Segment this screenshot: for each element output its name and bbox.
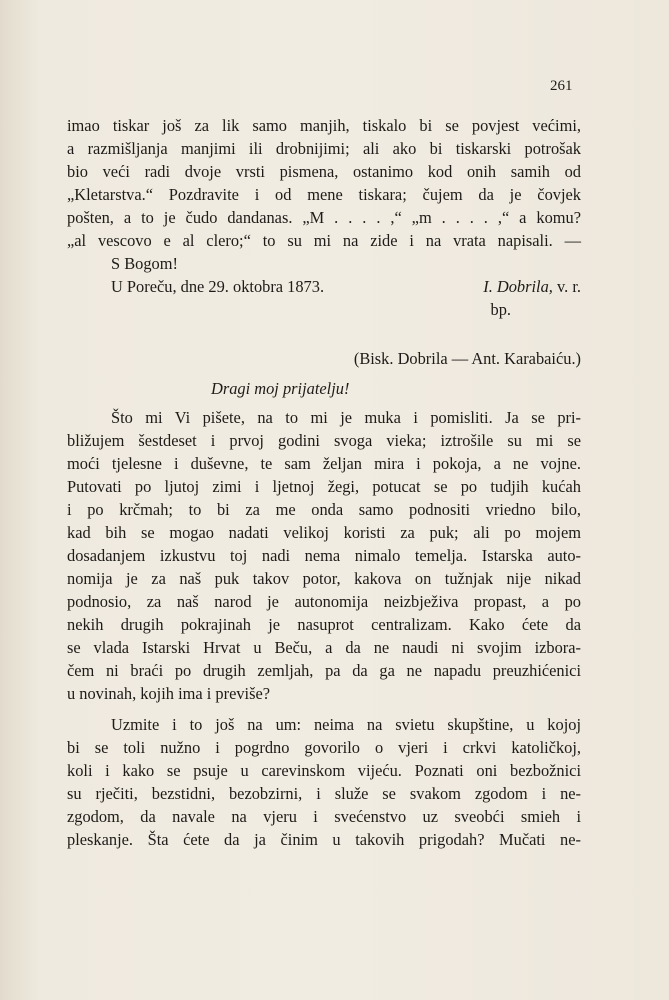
signature-title: v. r. xyxy=(557,277,581,296)
text-line: zgodom, da navale na vjeru i svećenstvo uz sveobći smieh i xyxy=(67,807,581,826)
paragraph-3 xyxy=(67,713,581,851)
text-line: bi se toli nužno i pogrdno govorilo o vjeri i crkvi katoličkoj, xyxy=(67,738,581,757)
signature xyxy=(483,275,581,298)
page-number: 261 xyxy=(550,78,573,94)
text-line: su rječiti, bezstidni, bezobzirni, i služe se svakom zgodom i ne- xyxy=(67,784,581,803)
place-date: U Poreču, dne 29. oktobra 1873. xyxy=(111,277,325,296)
text-line: bio veći radi dvoje vrsti pismena, ostanimo kod onih samih od xyxy=(67,162,581,181)
closing-greeting: S Bogom! xyxy=(111,254,178,273)
text-line: čem ni braći po drugih zemljah, pa da ga ne napadu preuzhićenici xyxy=(67,661,581,680)
text-line: u novinah, kojih ima i previše? xyxy=(67,684,271,703)
text-line: a razmišljanja manjimi ili drobnijimi; ali ako bi tiskarski potrošak xyxy=(67,139,581,158)
text-line: pošten, a to je čudo dandanas. „M . . . . ,“ „m . . . . ,“ a komu? xyxy=(67,208,581,227)
text-line: Što mi Vi pišete, na to mi je muka i pomisliti. Ja se pri- xyxy=(111,408,581,427)
text-line: koli i kako se psuje u carevinskom vijeću. Poznati oni bezbožnici xyxy=(67,761,581,780)
page-text xyxy=(67,114,581,851)
text-line: nomija je za naš puk takov potor, kakova on tužnjak nije nikad xyxy=(67,569,581,588)
place-date-signature xyxy=(67,275,581,298)
text-line: i po krčmah; to bi za me onda samo podnositi vriedno bilo, xyxy=(67,500,581,519)
paragraph-2 xyxy=(67,406,581,705)
text-line: nekih drugih pokrajinah je nasuprot centralizam. Kako ćete da xyxy=(67,615,581,634)
text-line: podnosio, za naš narod je autonomija neizbježiva propast, a po xyxy=(67,592,581,611)
letter-header: (Bisk. Dobrila — Ant. Karabaiću.) xyxy=(353,349,581,368)
text-line: Uzmite i to još na um: neima na svietu skupštine, u kojoj xyxy=(111,715,581,734)
text-line: Putovati po ljutoj zimi i ljetnoj žegi, potucat se po tudjih kućah xyxy=(67,477,581,496)
signature-name: I. Dobrila, xyxy=(483,277,553,296)
text-line: se vlada Istarski Hrvat u Beču, a da ne naudi ni svojim izbora- xyxy=(67,638,581,657)
text-line: bližujem šestdeset i prvoj godini svoga vieka; iztrošile su mi se xyxy=(67,431,581,450)
text-line: pleskanje. Šta ćete da ja činim u takovih prigodah? Mučati ne- xyxy=(67,830,581,849)
text-line: „al vescovo e al clero;“ to su mi na zide i na vrata napisali. — xyxy=(67,231,581,250)
text-line: moći tjelesne i duševne, te sam željan mira i pokoja, a ne vojne. xyxy=(67,454,581,473)
signature-bp: bp. xyxy=(490,300,511,319)
text-line: kad bih se mogao nadati velikoj koristi za puk; ali po mojem xyxy=(67,523,581,542)
text-line: dosadanjem izkustvu toj nadi nema nimalo temelja. Istarska auto- xyxy=(67,546,581,565)
paragraph-1 xyxy=(67,114,581,252)
text-line: „Kletarstva.“ Pozdravite i od mene tiskara; čujem da je čovjek xyxy=(67,185,581,204)
text-line: imao tiskar još za lik samo manjih, tiskalo bi se povjest većimi, xyxy=(67,116,581,135)
salutation: Dragi moj prijatelju! xyxy=(211,379,350,398)
